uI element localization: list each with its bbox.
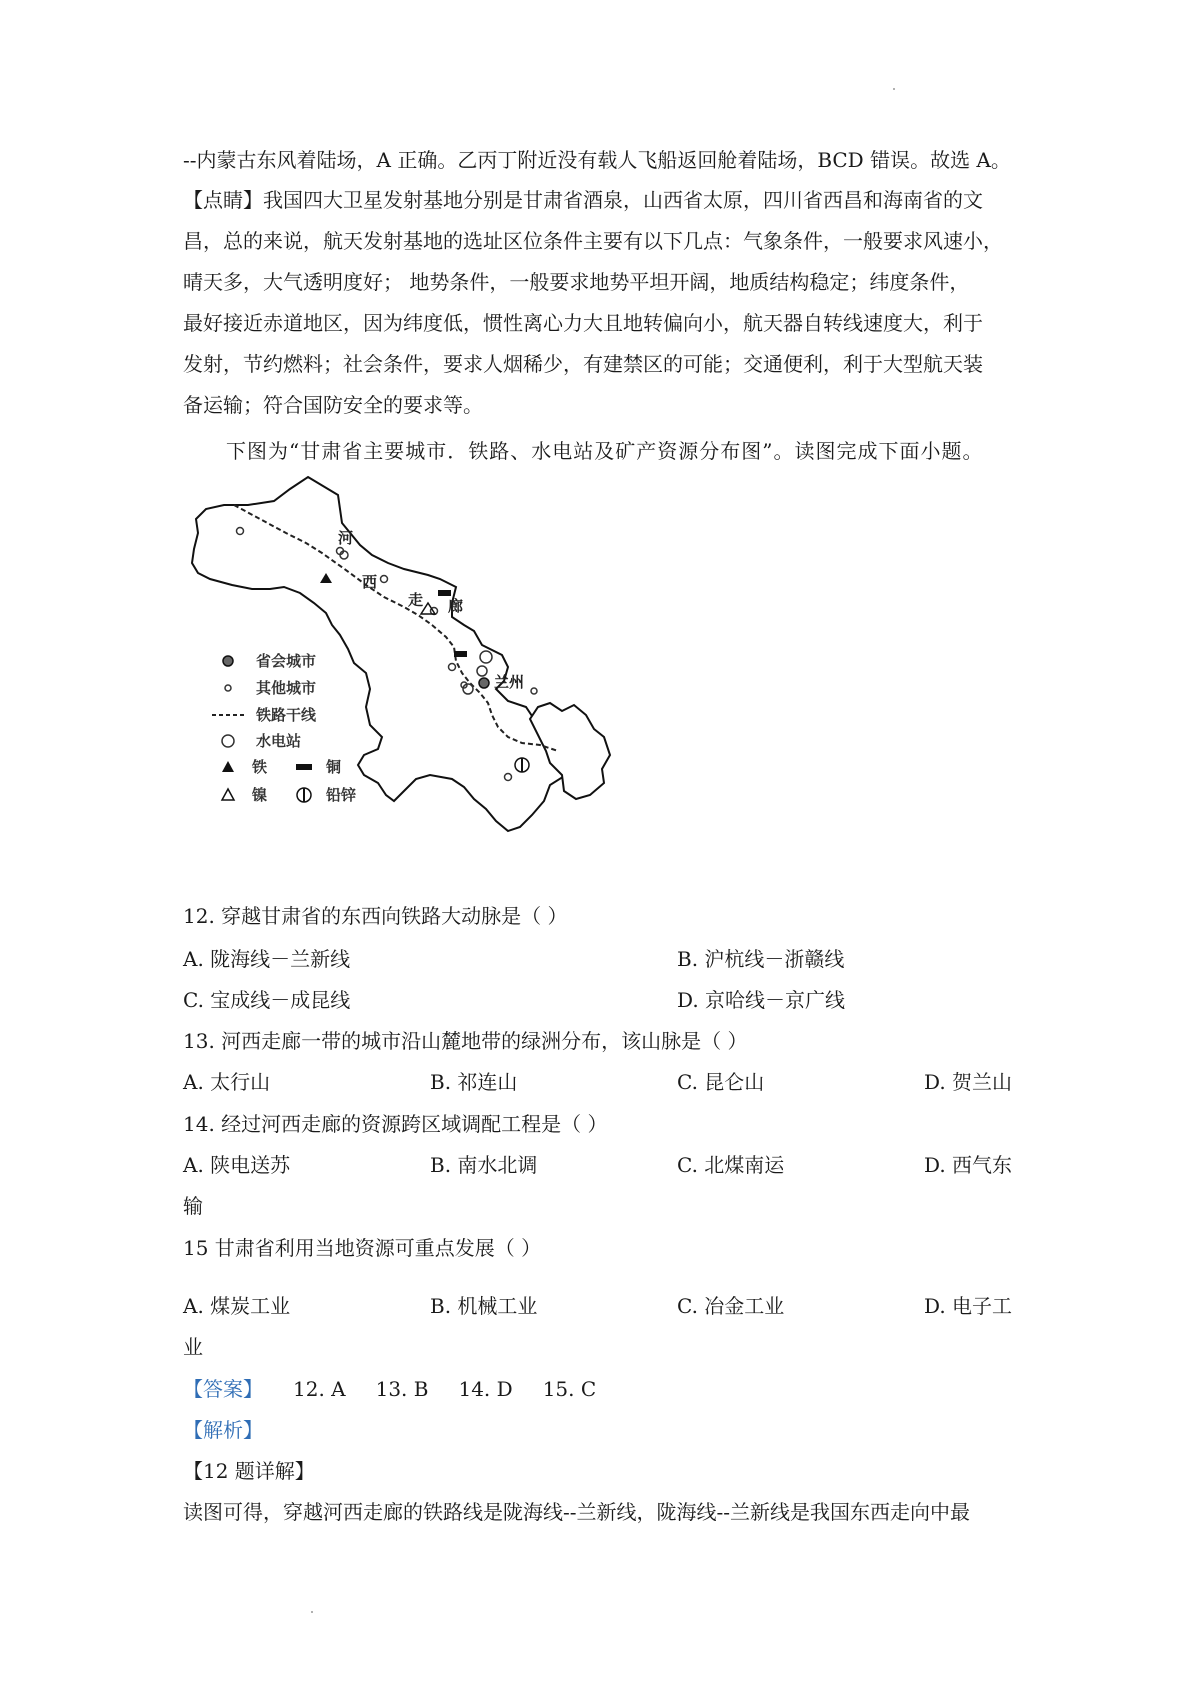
tip-tag: 【点睛】 — [183, 188, 263, 212]
detail-label: 【12 题详解】 — [183, 1459, 315, 1483]
question-15-option-b[interactable]: B. 机械工业 — [430, 1294, 538, 1318]
copper-mine — [438, 590, 451, 596]
analysis-label: 【解析】 — [183, 1418, 263, 1442]
answer-item: 13. B — [375, 1377, 429, 1401]
scan-speck — [893, 88, 895, 90]
question-14-option-a[interactable]: A. 陕电送苏 — [183, 1153, 291, 1177]
province-outline — [192, 477, 566, 831]
question-12-option-b[interactable]: B. 沪杭线－浙赣线 — [677, 947, 845, 971]
answer-item: 15. C — [542, 1377, 597, 1401]
question-12-option-d[interactable]: D. 京哈线－京广线 — [677, 988, 846, 1012]
legend-city-symbol — [225, 685, 231, 691]
question-14-option-d-wrap: 输 — [183, 1194, 203, 1218]
provincial-capital-lanzhou — [479, 678, 489, 688]
answer-line — [183, 1375, 1028, 1403]
question-15-option-d-wrap: 业 — [183, 1335, 203, 1359]
paragraph-line: 备运输；符合国防安全的要求等。 — [183, 393, 483, 417]
detail-text: 读图可得，穿越河西走廊的铁路线是陇海线--兰新线，陇海线--兰新线是我国东西走向中最 — [183, 1500, 971, 1524]
legend-hydro: 水电站 — [256, 732, 302, 750]
copper-mine — [454, 651, 467, 657]
legend-railway: 铁路干线 — [256, 706, 317, 724]
question-12-option-a[interactable]: A. 陇海线－兰新线 — [183, 947, 351, 971]
legend-iron: 铁 — [252, 758, 268, 776]
question-14-option-c[interactable]: C. 北煤南运 — [677, 1153, 785, 1177]
legend-nickel: 镍 — [252, 786, 268, 804]
question-15-option-c[interactable]: C. 冶金工业 — [677, 1294, 785, 1318]
gansu-map-figure — [190, 475, 670, 885]
legend-city: 其他城市 — [256, 679, 317, 697]
question-14-option-d[interactable]: D. 西气东 — [924, 1153, 1013, 1177]
legend-capital: 省会城市 — [256, 652, 317, 670]
question-14-stem: 14. 经过河西走廊的资源跨区域调配工程是（ ） — [183, 1112, 608, 1136]
legend-iron-symbol — [222, 761, 234, 772]
paragraph-line: 发射，节约燃料；社会条件，要求人烟稀少，有建禁区的可能；交通便利，利于大型航天装 — [183, 352, 983, 376]
legend-nickel-symbol — [222, 789, 234, 800]
question-12-stem: 12. 穿越甘肃省的东西向铁路大动脉是（ ） — [183, 904, 568, 928]
paragraph-line: 【点睛】我国四大卫星发射基地分别是甘肃省酒泉，山西省太原，四川省西昌和海南省的文 — [183, 188, 983, 212]
map-legend — [212, 652, 356, 804]
map-label-lang: 廊 — [448, 597, 464, 615]
map-label-xi: 西 — [362, 573, 378, 591]
legend-copper-symbol — [296, 764, 312, 770]
question-14-option-b[interactable]: B. 南水北调 — [430, 1153, 538, 1177]
answer-label: 【答案】 — [183, 1377, 263, 1401]
map-label-lanzhou: 兰州 — [494, 673, 525, 691]
question-13-stem: 13. 河西走廊一带的城市沿山麓地带的绿洲分布，该山脉是（ ） — [183, 1029, 748, 1053]
question-12-option-c[interactable]: C. 宝成线－成昆线 — [183, 988, 351, 1012]
question-15-option-d[interactable]: D. 电子工 — [924, 1294, 1013, 1318]
answer-item: 12. A — [293, 1377, 346, 1401]
paragraph-line: 最好接近赤道地区，因为纬度低，惯性离心力大且地转偏向小，航天器自转线速度大，利于 — [183, 311, 983, 335]
legend-copper: 铜 — [326, 758, 342, 776]
paragraph-line: 昌，总的来说，航天发射基地的选址区位条件主要有以下几点：气象条件，一般要求风速小， — [183, 229, 1003, 253]
question-13-option-c[interactable]: C. 昆仑山 — [677, 1070, 765, 1094]
answer-item: 14. D — [458, 1377, 513, 1401]
paragraph-line: --内蒙古东风着陆场，A 正确。乙丙丁附近没有载人飞船返回舱着陆场，BCD 错误。故选 A。 — [183, 148, 1011, 172]
scan-speck — [311, 1611, 313, 1613]
figure-intro: 下图为“甘肃省主要城市．铁路、水电站及矿产资源分布图”。读图完成下面小题。 — [226, 439, 984, 463]
gansu-map-svg — [190, 475, 670, 885]
paragraph-line: 晴天多，大气透明度好； 地势条件，一般要求地势平坦开阔，地质结构稳定；纬度条件， — [183, 270, 970, 294]
legend-hydro-symbol — [222, 735, 234, 747]
question-15-stem: 15 甘肃省利用当地资源可重点发展（ ） — [183, 1236, 542, 1260]
question-13-option-d[interactable]: D. 贺兰山 — [924, 1070, 1013, 1094]
question-15-option-a[interactable]: A. 煤炭工业 — [183, 1294, 291, 1318]
question-13-option-b[interactable]: B. 祁连山 — [430, 1070, 518, 1094]
map-label-he: 河 — [338, 529, 354, 547]
legend-leadzinc: 铅锌 — [326, 786, 357, 804]
legend-capital-symbol — [223, 656, 233, 666]
map-label-zou: 走 — [408, 591, 424, 609]
other-city-dot — [531, 688, 537, 694]
question-13-option-a[interactable]: A. 太行山 — [183, 1070, 271, 1094]
